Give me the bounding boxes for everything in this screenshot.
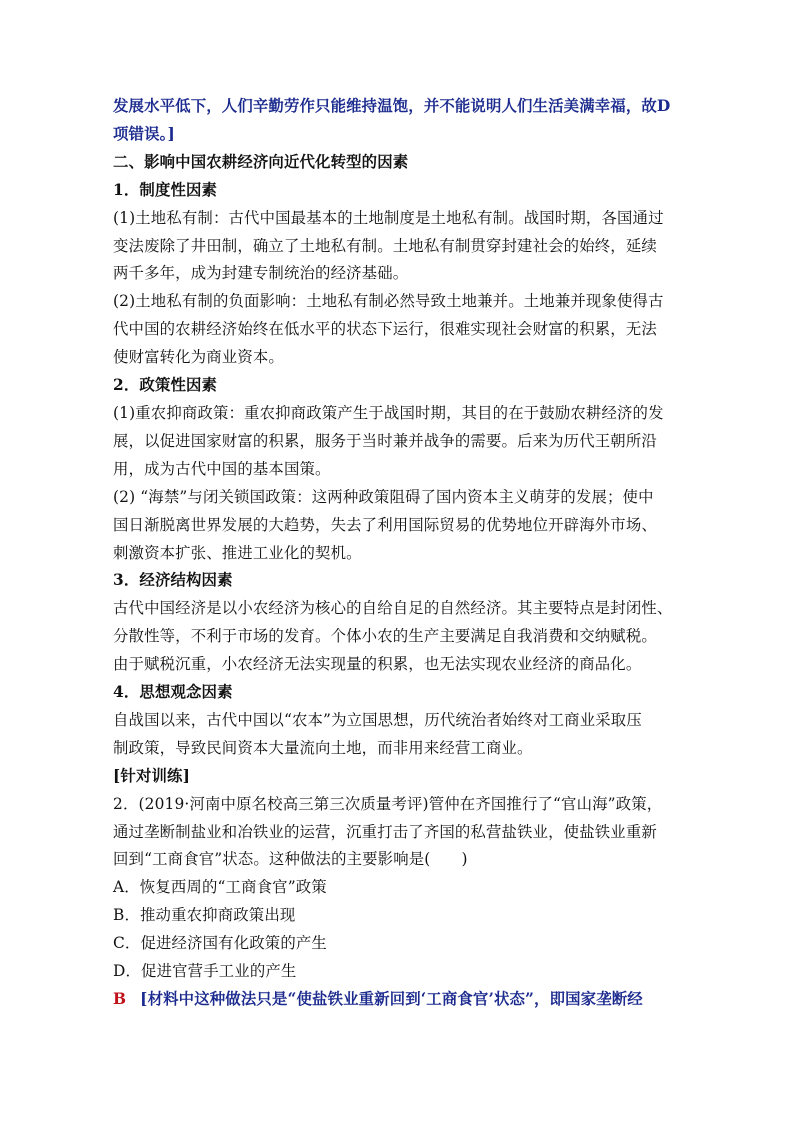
factor-3-para-line: 古代中国经济是以小农经济为核心的自给自足的自然经济。其主要特点是封闭性、 bbox=[113, 599, 673, 618]
factor-1-para-1-line: 变法废除了井田制，确立了土地私有制。土地私有制贯穿封建社会的始终，延续 bbox=[113, 236, 657, 255]
document-page bbox=[113, 93, 688, 1014]
option-b: B．推动重农抑商政策出现 bbox=[113, 906, 296, 925]
factor-2-para-2-line: 国日渐脱离世界发展的大趋势，失去了利用国际贸易的优势地位开辟海外市场、 bbox=[113, 515, 657, 534]
factor-4-para-line: 制政策，导致民间资本大量流向土地，而非用来经营工商业。 bbox=[113, 738, 533, 757]
answer-line bbox=[113, 986, 688, 1014]
option-d: D．促进官营手工业的产生 bbox=[113, 962, 297, 981]
option-a: A．恢复西周的“工商食官”政策 bbox=[113, 878, 327, 897]
answer-letter: B bbox=[113, 990, 127, 1008]
factor-1-para-2-line: 使财富转化为商业资本。 bbox=[113, 348, 284, 367]
answer-explanation: [材料中这种做法只是“使盐铁业重新回到‘工商食官’状态”，即国家垄断经 bbox=[140, 990, 643, 1008]
factor-2-para-2-line: 刺激资本扩张、推进工业化的契机。 bbox=[113, 543, 362, 562]
factor-1-para-1-line: (1)土地私有制：古代中国最基本的土地制度是土地私有制。战国时期，各国通过 bbox=[113, 208, 664, 227]
factor-3-title: 3．经济结构因素 bbox=[113, 571, 233, 590]
factor-2-para-1-line: (1)重农抑商政策：重农抑商政策产生于战国时期，其目的在于鼓励农耕经济的发 bbox=[113, 403, 664, 422]
previous-answer-line-2: 项错误。] bbox=[113, 124, 175, 143]
question-stem-line: 2．(2019·河南中原名校高三第三次质量考评)管仲在齐国推行了“官山海”政策， bbox=[113, 794, 663, 813]
factor-2-para-2-line: (2) “海禁”与闭关锁国政策：这两种政策阻碍了国内资本主义萌芽的发展；使中 bbox=[113, 487, 654, 506]
factor-1-para-1-line: 两千多年，成为封建专制统治的经济基础。 bbox=[113, 264, 409, 283]
section-title: 二、影响中国农耕经济向近代化转型的因素 bbox=[113, 152, 409, 171]
factor-2-para-1-line: 用，成为古代中国的基本国策。 bbox=[113, 459, 331, 478]
factor-4-title: 4．思想观念因素 bbox=[113, 683, 233, 702]
factor-3-para-line: 分散性等，不利于市场的发育。个体小农的生产主要满足自我消费和交纳赋税。 bbox=[113, 627, 657, 646]
factor-1-para-2-line: 代中国的农耕经济始终在低水平的状态下运行，很难实现社会财富的积累，无法 bbox=[113, 320, 657, 339]
question-stem-line: 回到“工商食官”状态。这种做法的主要影响是( ) bbox=[113, 850, 468, 869]
previous-answer-line-1: 发展水平低下，人们辛勤劳作只能维持温饱，并不能说明人们生活美满幸福，故D bbox=[113, 97, 671, 115]
factor-2-para-1-line: 展，以促进国家财富的积累，服务于当时兼并战争的需要。后来为历代王朝所沿 bbox=[113, 431, 657, 450]
question-stem-line: 通过垄断制盐业和冶铁业的运营，沉重打击了齐国的私营盐铁业，使盐铁业重新 bbox=[113, 822, 657, 841]
factor-2-title: 2．政策性因素 bbox=[113, 376, 218, 395]
training-label: [针对训练] bbox=[113, 766, 191, 785]
factor-4-para-line: 自战国以来，古代中国以“农本”为立国思想，历代统治者始终对工商业采取压 bbox=[113, 710, 642, 729]
factor-1-title: 1．制度性因素 bbox=[113, 180, 218, 199]
factor-3-para-line: 由于赋税沉重，小农经济无法实现量的积累，也无法实现农业经济的商品化。 bbox=[113, 655, 642, 674]
option-c: C．促进经济国有化政策的产生 bbox=[113, 934, 327, 953]
factor-1-para-2-line: (2)土地私有制的负面影响：土地私有制必然导致土地兼并。土地兼并现象使得古 bbox=[113, 292, 664, 311]
